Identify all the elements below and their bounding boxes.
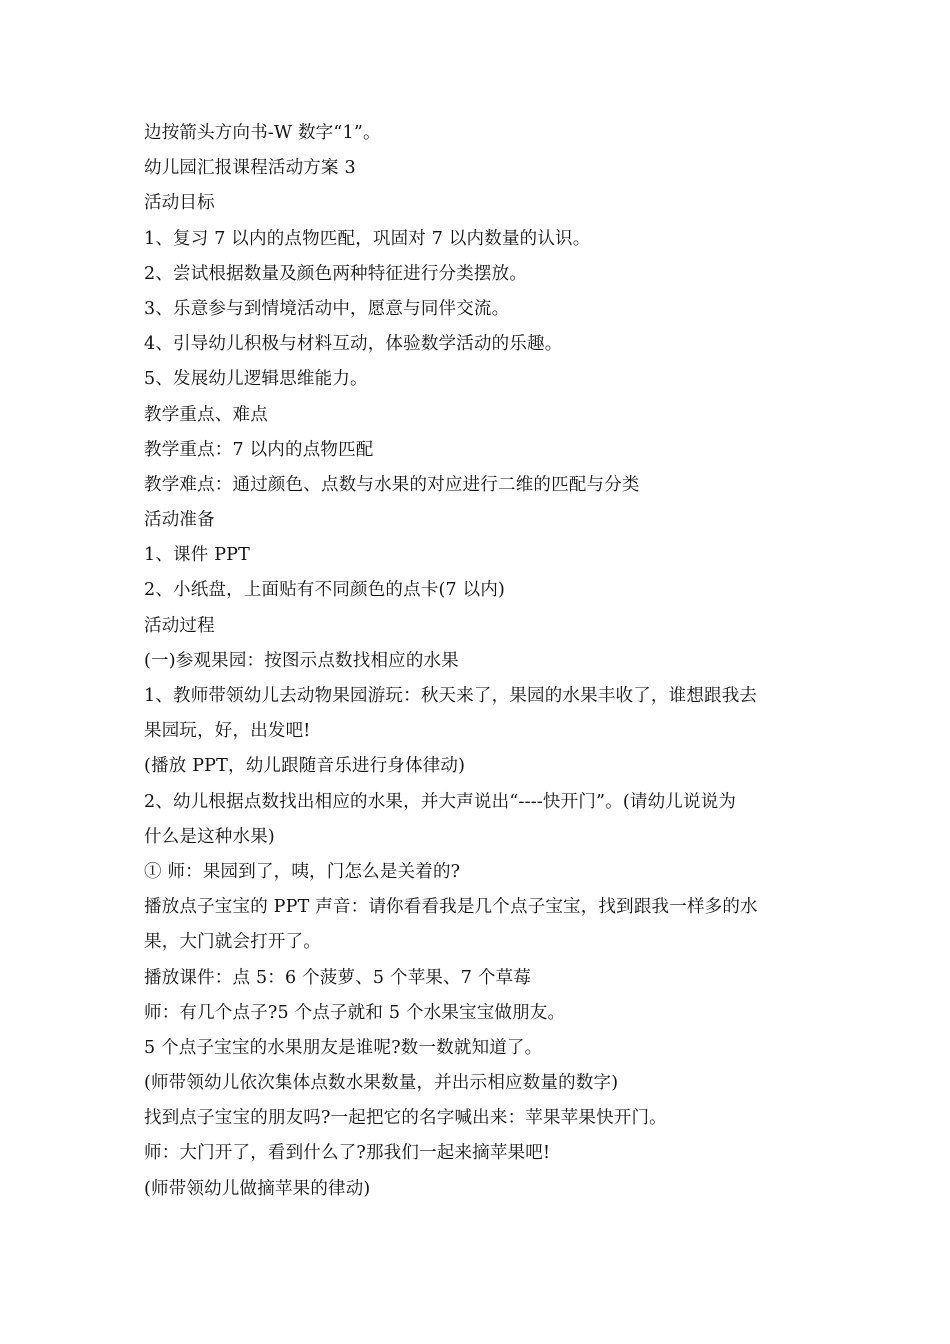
section-title: 幼儿园汇报课程活动方案 3 — [144, 158, 356, 179]
text-line: (播放 PPT，幼儿跟随音乐进行身体律动) — [144, 756, 466, 777]
text-line: 师：有几个点子?5 个点子就和 5 个水果宝宝做朋友。 — [144, 1002, 566, 1023]
paragraph-line: 什么是这种水果) — [144, 826, 275, 847]
goal-item: 1、复习 7 以内的点物匹配，巩固对 7 以内数量的认识。 — [144, 228, 591, 249]
text-line: 播放课件：点 5：6 个菠萝、5 个苹果、7 个草莓 — [144, 967, 531, 988]
goal-item: 3、乐意参与到情境活动中，愿意与同伴交流。 — [144, 298, 510, 319]
text-line: (师带领幼儿做摘苹果的律动) — [144, 1178, 371, 1199]
preparation-item: 1、课件 PPT — [144, 545, 251, 566]
text-line: 边按箭头方向书-W 数字“1”。 — [144, 123, 381, 143]
difficult-point: 教学难点：通过颜色、点数与水果的对应进行二维的匹配与分类 — [144, 474, 640, 495]
paragraph-line: 播放点子宝宝的 PPT 声音：请你看看我是几个点子宝宝，找到跟我一样多的水 — [144, 897, 758, 918]
paragraph-line: 2、幼儿根据点数找出相应的水果，并大声说出“----快开门”。(请幼儿说说为 — [144, 791, 737, 812]
heading-activity-goals: 活动目标 — [144, 193, 215, 214]
document-body — [144, 116, 814, 1207]
paragraph-line: 果，大门就会打开了。 — [144, 932, 321, 953]
goal-item: 5、发展幼儿逻辑思维能力。 — [144, 369, 368, 390]
text-line: 5 个点子宝宝的水果朋友是谁呢?数一数就知道了。 — [144, 1037, 543, 1058]
heading-preparation: 活动准备 — [144, 510, 215, 531]
goal-item: 2、尝试根据数量及颜色两种特征进行分类摆放。 — [144, 263, 528, 284]
key-point: 教学重点：7 以内的点物匹配 — [144, 439, 374, 460]
heading-key-points: 教学重点、难点 — [144, 404, 268, 425]
paragraph-line: 果园玩，好，出发吧! — [144, 721, 311, 742]
text-line: (师带领幼儿依次集体点数水果数量，并出示相应数量的数字) — [144, 1073, 619, 1094]
text-line: 找到点子宝宝的朋友吗?一起把它的名字喊出来：苹果苹果快开门。 — [144, 1108, 667, 1129]
preparation-item: 2、小纸盘，上面贴有不同颜色的点卡(7 以内) — [144, 580, 506, 601]
paragraph-line: 1、教师带领幼儿去动物果园游玩：秋天来了，果园的水果丰收了，谁想跟我去 — [144, 686, 758, 706]
text-line: 师：大门开了，看到什么了?那我们一起来摘苹果吧! — [144, 1143, 551, 1164]
heading-process: 活动过程 — [144, 615, 215, 636]
goal-item: 4、引导幼儿积极与材料互动，体验数学活动的乐趣。 — [144, 334, 563, 355]
text-line: ① 师：果园到了，咦，门怎么是关着的? — [144, 861, 461, 882]
process-step-title: (一)参观果园：按图示点数找相应的水果 — [144, 650, 459, 671]
